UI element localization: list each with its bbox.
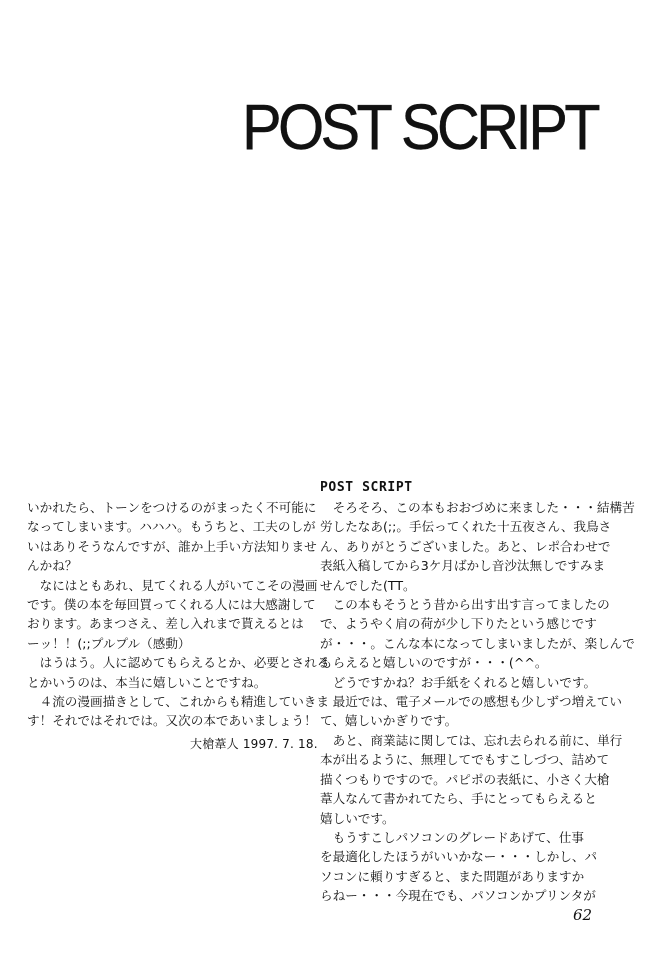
section-heading: POST SCRIPT <box>320 480 413 495</box>
text-line: 労したなあ(;;。手伝ってくれた十五夜さん、我鳥さ <box>320 519 612 535</box>
text-line: この本もそうとう昔から出す出す言ってましたの <box>320 597 610 613</box>
text-line: いはありそうなんですが、誰か上手い方法知りませ <box>27 538 317 554</box>
text-line: はうはう。人に認めてもらえるとか、必要とされる <box>27 655 330 671</box>
text-line: いかれたら、トーンをつけるのがまったく不可能に <box>27 500 317 515</box>
text-line: どうですかね？お手紙をくれると嬉しいです。 <box>320 674 597 690</box>
page-title: POST SCRIPT <box>242 90 597 163</box>
text-line: ソコンに頼りすぎると、また問題がありますか <box>320 868 585 884</box>
text-line: せんでした(TT。 <box>320 577 416 593</box>
right-column-text <box>320 498 635 906</box>
text-line: 葦人なんて書かれてたら、手にとってもらえると <box>320 791 597 807</box>
text-line: もらえると嬉しいのですが・・・(^^。 <box>320 655 548 671</box>
text-line: ４流の漫画描きとして、これからも精進していきま <box>27 694 329 710</box>
text-line: です。僕の本を毎回買ってくれる人には大感謝して <box>27 597 316 613</box>
text-line: ーッ！！(;;プルプル（感動） <box>27 635 191 651</box>
page-number: 62 <box>573 906 593 924</box>
text-line: を最適化したほうがいいかなー・・・しかし、パ <box>320 849 598 865</box>
text-line: なにはともあれ、見てくれる人がいてこその漫画 <box>27 577 318 593</box>
text-line: そろそろ、この本もおおづめに来ました・・・結構苦 <box>320 500 635 515</box>
text-line: おります。あまつさえ、差し入れまで貰えるとは <box>27 616 304 632</box>
text-line: 描くつもりですので。パピポの表紙に、小さく大槍 <box>320 771 610 787</box>
text-line: 嬉しいです。 <box>320 810 395 826</box>
text-line: とかいうのは、本当に嬉しいことですね。 <box>27 674 267 690</box>
text-line: て、嬉しいかぎりです。 <box>320 713 458 729</box>
text-line: 表紙入稿してから3ケ月ばかし音沙汰無しですみま <box>320 558 606 574</box>
text-line: で、ようやく肩の荷が少し下りたという感じです <box>320 616 597 632</box>
text-line: なってしまいます。ハハハ。もうちと、工夫のしが <box>27 519 316 535</box>
text-line: す！それではそれでは。又次の本であいましょう！ <box>27 713 317 729</box>
text-line: 最近では、電子メールでの感想も少しずつ増えてい <box>320 694 622 710</box>
author-signature: 大槍葦人 1997. 7. 18. <box>190 737 318 751</box>
text-line: が・・・。こんな本になってしまいましたが、楽しんで <box>320 635 635 651</box>
text-line: ん、ありがとうございました。あと、レポ合わせで <box>320 538 611 554</box>
text-line: あと、商業誌に関しては、忘れ去られる前に、単行 <box>320 732 623 748</box>
text-line: 本が出るように、無理してでもすこしづつ、詰めて <box>320 752 610 768</box>
text-line: らねー・・・今現在でも、パソコンかプリンタが <box>320 888 596 904</box>
left-column-text <box>27 498 330 731</box>
text-line: もうすこしパソコンのグレードあげて、仕事 <box>320 829 584 845</box>
text-line: んかね？ <box>27 558 78 574</box>
